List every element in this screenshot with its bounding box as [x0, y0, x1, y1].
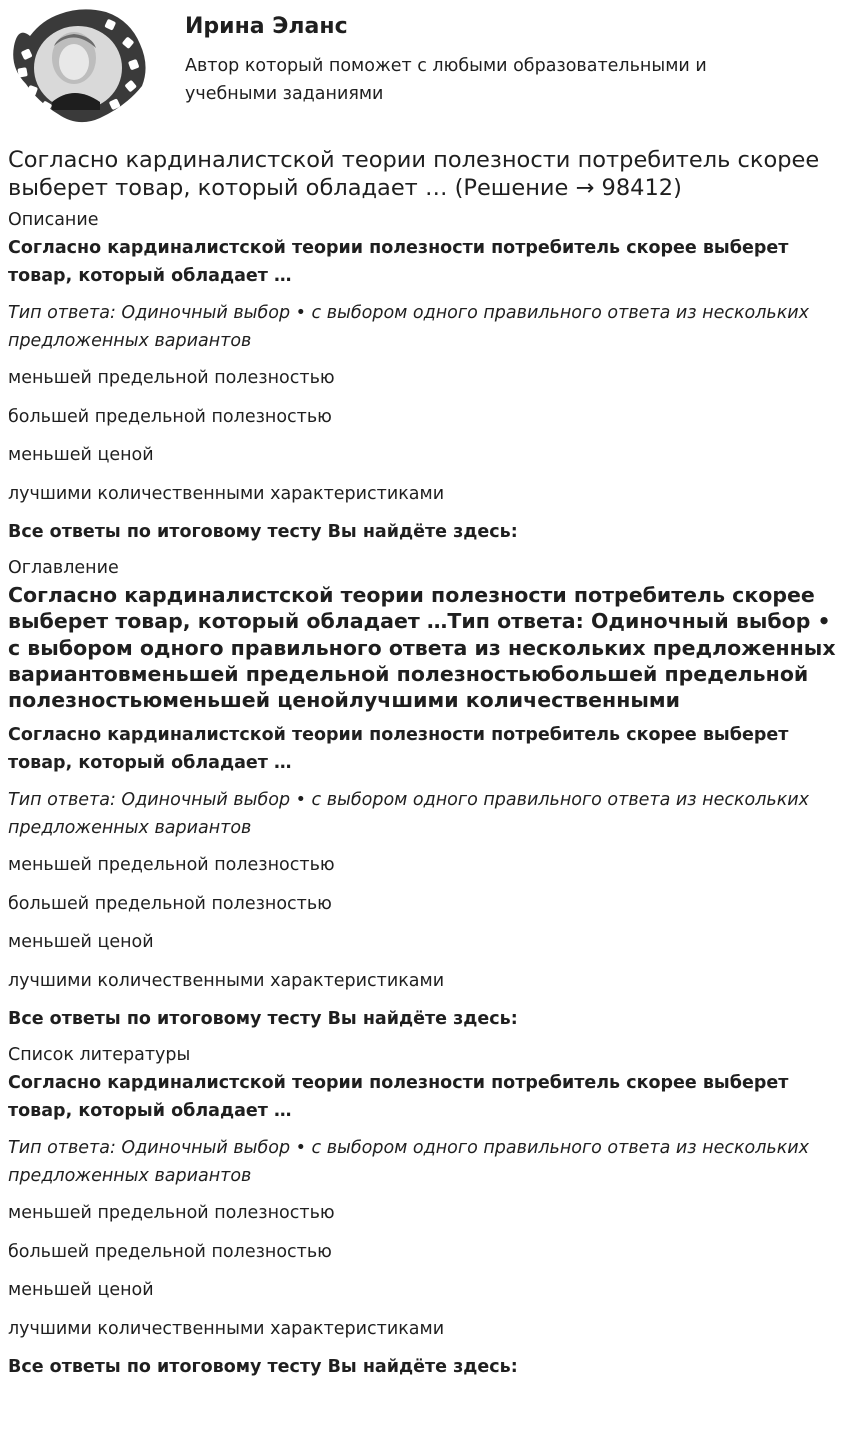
section-label-references: Список литературы	[8, 1045, 191, 1066]
author-avatar	[8, 6, 150, 128]
answer-option: меньшей ценой	[8, 932, 154, 953]
all-answers-note: Все ответы по итоговому тесту Вы найдёте здесь:	[8, 1009, 518, 1030]
description-section	[8, 208, 838, 546]
answer-option: меньшей предельной полезностью	[8, 368, 335, 388]
answer-option: меньшей предельной полезностью	[8, 855, 335, 876]
author-description: Автор который поможет с любыми образовательными и учебными заданиями	[185, 56, 707, 104]
author-name: Ирина Эланс	[185, 14, 348, 39]
answer-type: Тип ответа: Одиночный выбор • с выбором одного правильного ответа из нескольких предложенных вариантов	[8, 790, 810, 839]
page-title: Согласно кардиналистской теории полезности потребитель скорее выберет товар, который обладает … (Решение → 98412)	[8, 147, 820, 201]
answer-option: большей предельной полезностью	[8, 1241, 332, 1262]
answer-option: лучшими количественными характеристиками	[8, 1318, 445, 1339]
main-content	[8, 146, 838, 1391]
question-text: Согласно кардиналистской теории полезности потребитель скорее выберет товар, который обладает …	[8, 238, 789, 286]
section-label-description: Описание	[8, 210, 99, 230]
answer-option: лучшими количественными характеристиками	[8, 970, 445, 991]
answer-option: меньшей предельной полезностью	[8, 1203, 335, 1224]
answer-option: лучшими количественными характеристиками	[8, 483, 445, 504]
answer-option: меньшей ценой	[8, 445, 154, 465]
question-text: Согласно кардиналистской теории полезности потребитель скорее выберет товар, который обладает …	[8, 725, 789, 774]
all-answers-note: Все ответы по итоговому тесту Вы найдёте здесь:	[8, 522, 518, 542]
answer-type: Тип ответа: Одиночный выбор • с выбором одного правильного ответа из нескольких предложенных вариантов	[8, 303, 810, 351]
answer-type: Тип ответа: Одиночный выбор • с выбором одного правильного ответа из нескольких предложенных вариантов	[8, 1138, 810, 1187]
author-card	[8, 6, 838, 128]
answer-option: большей предельной полезностью	[8, 406, 332, 427]
answer-option: большей предельной полезностью	[8, 893, 332, 914]
contents-section	[8, 556, 838, 1033]
references-section	[8, 1043, 838, 1381]
question-text: Согласно кардиналистской теории полезности потребитель скорее выберет товар, который обладает …	[8, 1073, 789, 1122]
section-label-contents: Оглавление	[8, 558, 119, 578]
answer-option: меньшей ценой	[8, 1280, 154, 1301]
all-answers-note: Все ответы по итоговому тесту Вы найдёте здесь:	[8, 1357, 518, 1378]
contents-heading: Согласно кардиналистской теории полезности потребитель скорее выберет товар, который обладает …Тип ответа: Одиночный выбор • с выбором одного правильного ответа из нескольких предложенных вариантовменьшей предельной полезностьюбольшей предельной полезностьюменьшей ценойлучшими количественными	[8, 583, 836, 713]
